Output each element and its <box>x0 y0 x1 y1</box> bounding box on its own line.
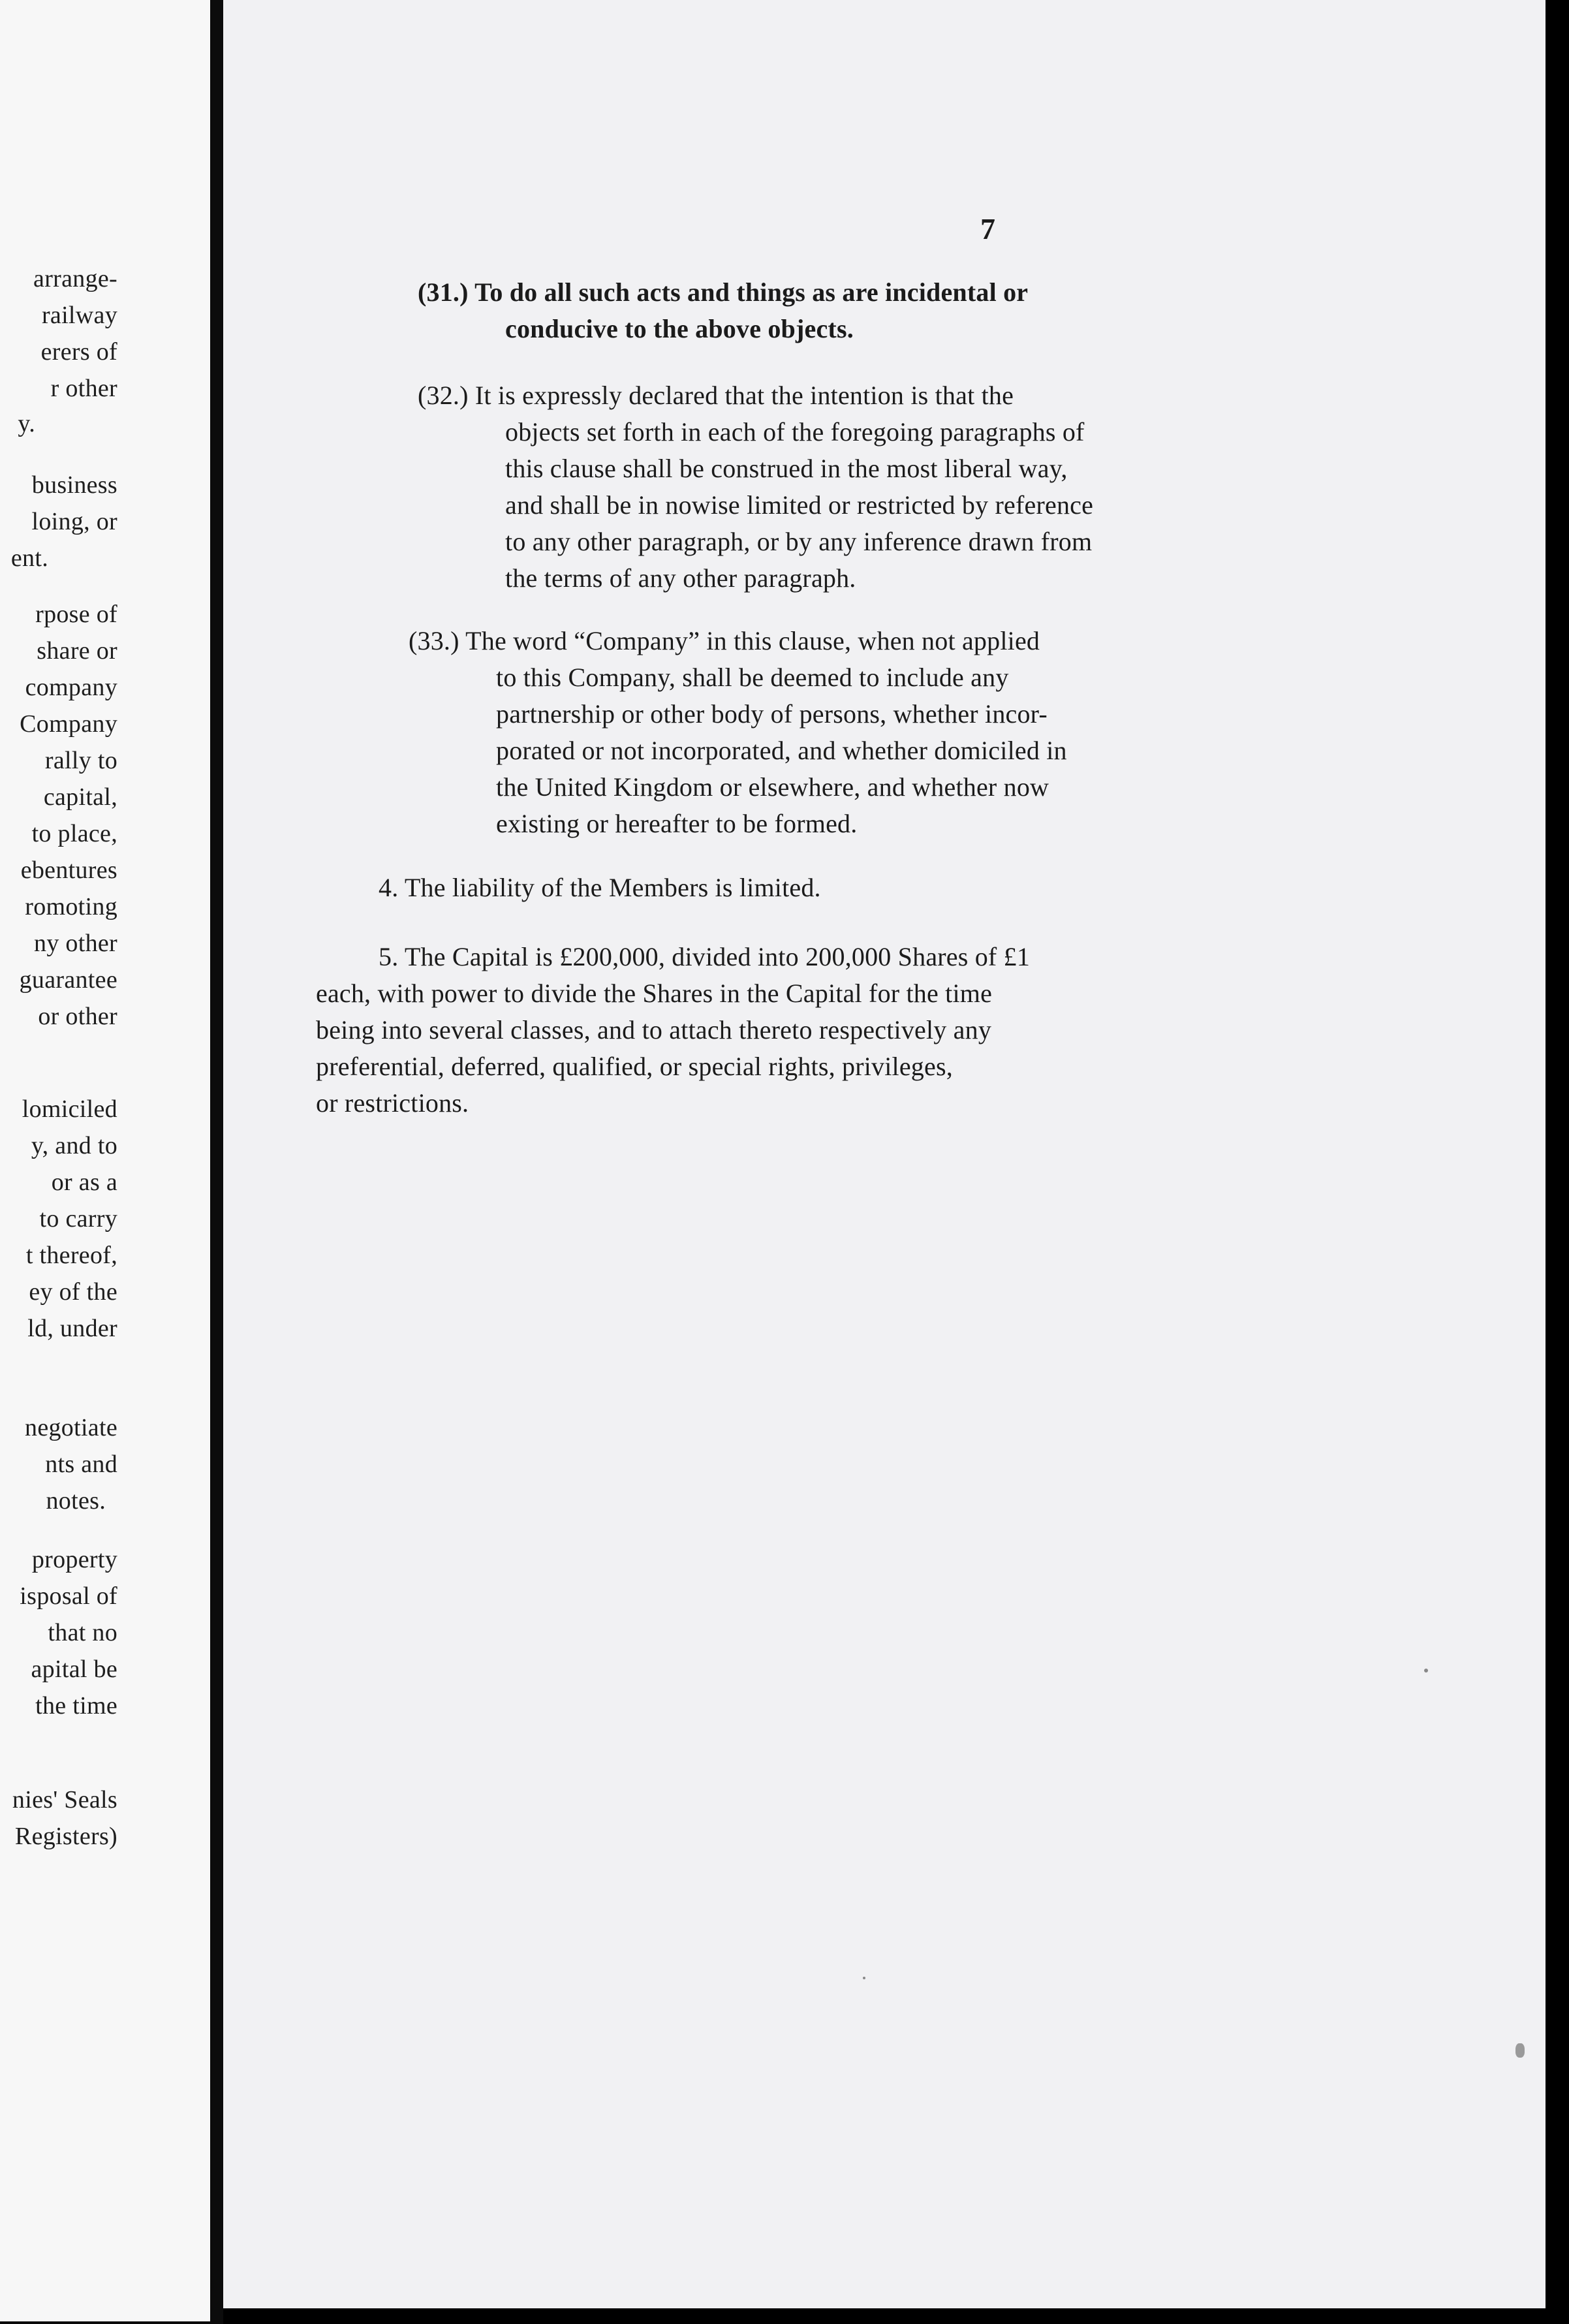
left-fragment-line: that no <box>48 1619 117 1646</box>
left-fragment-line: to place, <box>31 820 117 847</box>
left-fragment-line: nts and <box>45 1451 117 1478</box>
clause-5-line: or restrictions. <box>316 1088 469 1118</box>
left-fragment-line: or as a <box>51 1169 117 1196</box>
left-fragment-line: nies' Seals <box>12 1786 117 1814</box>
clause-32-line: and shall be in nowise limited or restricted by reference <box>505 490 1094 520</box>
left-fragment-line: ld, under <box>27 1315 117 1342</box>
left-fragment-line: ent. <box>10 544 48 572</box>
clause-33-line: (33.) The word “Company” in this clause, when not applied <box>409 626 1040 655</box>
clause-32-line: to any other paragraph, or by any inference drawn from <box>505 527 1093 556</box>
left-fragment-line: notes. <box>46 1487 106 1515</box>
clause-31-line: (31.) To do all such acts and things as are incidental or <box>418 277 1029 307</box>
left-fragment-line: erers of <box>40 338 117 366</box>
clause-33-line: partnership or other body of persons, whether incor- <box>496 699 1048 729</box>
clause-33-line: the United Kingdom or elsewhere, and whether now <box>496 772 1049 802</box>
clause-5-line: preferential, deferred, qualified, or special rights, privileges, <box>316 1052 953 1081</box>
clause-33-line: porated or not incorporated, and whether domiciled in <box>496 736 1067 765</box>
left-fragment-line: arrange- <box>33 265 117 292</box>
clause-4-line: 4. The liability of the Members is limited. <box>379 873 821 902</box>
left-fragment-line: t thereof, <box>25 1242 117 1269</box>
left-fragment-line: or other <box>38 1003 117 1030</box>
left-fragment-line: the time <box>35 1692 117 1719</box>
left-fragment-line: Registers) <box>14 1823 117 1850</box>
clause-5-line: 5. The Capital is £200,000, divided into 200,000 Shares of £1 <box>379 942 1031 971</box>
left-fragment-line: share or <box>37 637 117 665</box>
left-fragment-line: ebentures <box>20 856 117 884</box>
clause-32-line: objects set forth in each of the foregoing paragraphs of <box>505 417 1085 447</box>
left-fragment-line: capital, <box>43 783 117 811</box>
left-fragment-line: y. <box>18 410 35 437</box>
left-fragment-line: business <box>31 471 117 499</box>
left-fragment-line: r other <box>50 375 117 402</box>
clause-32-line: the terms of any other paragraph. <box>505 563 856 593</box>
clause-33-line: existing or hereafter to be formed. <box>496 809 858 838</box>
clause-31-line: conducive to the above objects. <box>505 314 854 343</box>
scan-speck <box>1424 1669 1428 1672</box>
clause-32-line: (32.) It is expressly declared that the intention is that the <box>418 381 1014 410</box>
left-fragment-line: isposal of <box>20 1582 117 1610</box>
page-number: 7 <box>980 212 995 245</box>
left-fragment-line: ey of the <box>29 1278 117 1306</box>
left-fragment-line: railway <box>41 302 117 329</box>
left-fragment-line: negotiate <box>25 1414 117 1441</box>
clause-5-line: each, with power to divide the Shares in the Capital for the time <box>316 979 993 1008</box>
scan-speck <box>863 1977 865 1979</box>
left-fragment-line: company <box>25 674 117 701</box>
left-fragment-line: to carry <box>39 1205 117 1233</box>
left-fragment-line: apital be <box>31 1656 117 1683</box>
left-fragment-line: Company <box>20 710 117 738</box>
left-fragment-line: romoting <box>25 893 117 920</box>
left-facing-page <box>0 0 210 2321</box>
left-fragment-line: rally to <box>44 747 117 774</box>
left-fragment-line: lomiciled <box>22 1095 117 1123</box>
left-fragment-line: ny other <box>34 930 117 957</box>
scan-speck <box>1515 2043 1525 2058</box>
left-fragment-line: property <box>31 1546 117 1573</box>
left-fragment-line: loing, or <box>31 508 117 535</box>
left-fragment-line: y, and to <box>31 1132 117 1159</box>
clause-33-line: to this Company, shall be deemed to include any <box>496 663 1009 692</box>
left-fragment-line: rpose of <box>35 601 117 628</box>
bottom-scan-border <box>223 2308 1569 2324</box>
left-fragment-line: guarantee <box>19 966 117 994</box>
page-gutter <box>210 0 223 2324</box>
clause-5-line: being into several classes, and to attach thereto respectively any <box>316 1015 992 1044</box>
right-scan-border <box>1546 0 1569 2324</box>
right-page <box>223 0 1546 2308</box>
clause-32-line: this clause shall be construed in the most liberal way, <box>505 454 1068 483</box>
